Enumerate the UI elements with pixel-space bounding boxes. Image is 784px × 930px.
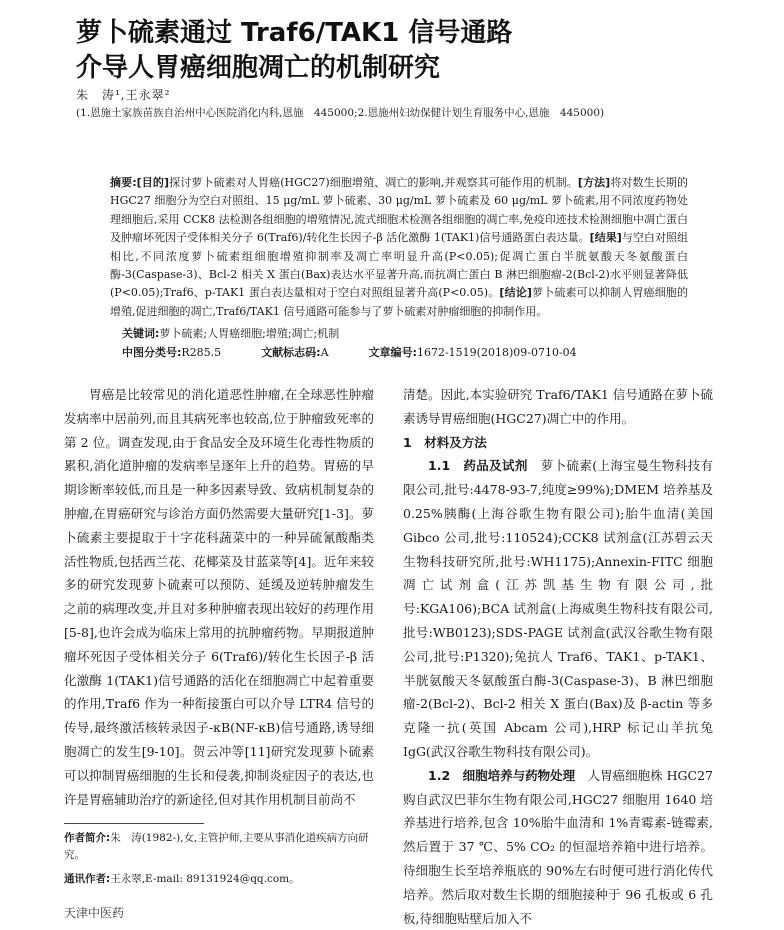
corresponding-label: 通讯作者: [64,873,111,885]
doc-code-field [261,345,328,361]
methods-label: [方法] [577,176,611,189]
article-no-field [369,345,577,361]
abstract-label: 摘要: [110,176,137,189]
article-title [76,16,512,86]
subsection-1-2-heading: 1.2 细胞培养与药物处理 [428,767,576,783]
conclusion-text: 萝卜硫素可以抑制人胃癌细胞的增殖,促进细胞的凋亡,Traf6/TAK1 信号通路可能参与了萝卜硫素对肿瘤细胞的抑制作用。 [110,286,689,318]
author-intro-label: 作者简介: [64,832,111,844]
footnote-divider [64,823,204,824]
subsection-1-2-text: 人胃癌细胞株 HGC27 购自武汉巴菲尔生物有限公司,HGC27 细胞用 1640 培养基进行培养,包含 10%胎牛血清和 1%青霉素-链霉素,然后置于 37 ℃、5% CO₂ 的恒湿培养箱中进行培养。待细胞生长至培养瓶底的 90%左右时便可进行消化传代培养。然后取对数生长期的细胞接种于 96 孔板或 6 孔板,待细胞贴壁后加入不 [403,767,714,926]
objective-text: 探讨萝卜硫素对人胃癌(HGC27)细胞增殖、凋亡的影响,并观察其可能作用的机制。 [169,176,578,189]
abstract [110,174,688,321]
clc-value: R285.5 [181,346,222,359]
author-list: 朱 涛¹,王永翠² [76,88,171,102]
doc-code-label: 文献标志码: [261,346,321,359]
methods-text: 将对数生长期的 HGC27 细胞分为空白对照组、15 μg/mL 萝卜硫素、30 μg/mL 萝卜硫素及 60 μg/mL 萝卜硫素,用不同浓度药物处理细胞后,采用 CCK8 法检测各组细胞的增殖情况,流式细胞术检测各组细胞的凋亡率,免疫印迹技术检测细胞中凋亡蛋白及肿瘤坏死因子受体相关分子 6(Traf6)/转化生长因子-β 活化激酶 1(TAK1)信号通路蛋白表达量。 [110,176,688,245]
clc-field [122,345,221,361]
subsection-1-1 [403,454,713,763]
conclusion-label: [结论] [499,286,532,300]
subsection-1-1-text: 萝卜硫素(上海宝曼生物科技有限公司,批号:4478-93-7,纯度≥99%);DMEM 培养基及 0.25%胰酶(上海谷歌生物有限公司);胎牛血清(美国 Gibco 公司,批号:110524);CCK8 试剂盒(江苏碧云天生物科技研究所,批号:WH1175);Annexin-FITC 细胞凋亡试剂盒(江苏凯基生物有限公司,批号:KGA106);BCA 试剂盒(上海威奥生物科技有限公司,批号:WB0123);SDS-PAGE 试剂盒(武汉谷歌生物有限公司,批号:P1320);兔抗人 Traf6、TAK1、p-TAK1、半胱氨酸天冬氨酸蛋白酶-3(Caspase-3)、B 淋巴细胞瘤-2(Bcl-2)、Bcl-2 相关 X 蛋白(Bax)及 β-actin 等多克隆一抗(英国 Abcam 公司),HRP 标记山羊抗兔 IgG(武汉谷歌生物科技有限公司)。 [403,458,713,759]
corresponding-text: 王永翠,E-mail: 89131924@qq.com。 [110,873,300,885]
results-text: 与空白对照组相比,不同浓度萝卜硫素组细胞增殖抑制率及凋亡率明显升高(P<0.05);促凋亡蛋白半胱氨酸天冬氨酸蛋白酶-3(Caspase-3)、Bcl-2 相关 X 蛋白(Bax)表达水平显著升高,而抗凋亡蛋白 B 淋巴细胞瘤-2(Bcl-2)水平则显著降低(P<0.05);Traf6、p-TAK1 蛋白表达量相对于空白对照组显著升高(P<0.05)。 [110,231,689,300]
article-no-value: 1672-1519(2018)09-0710-04 [416,346,577,359]
doc-code-value: A [320,346,329,359]
corresponding-author-footnote [64,871,384,888]
subsection-1-1-heading: 1.1 药品及试剂 [428,458,528,474]
affiliation: (1.恩施土家族苗族自治州中心医院消化内科,恩施 445000;2.恩施州妇幼保健计划生育服务中心,恩施 445000) [76,107,605,119]
title-line-1: 萝卜硫素通过 Traf6/TAK1 信号通路 [76,18,513,48]
title-line-2: 介导人胃癌细胞凋亡的机制研究 [76,53,441,83]
body-left-column [64,383,374,811]
intro-paragraph: 胃癌是比较常见的消化道恶性肿瘤,在全球恶性肿瘤发病率中居前列,而且其病死率也较高,位于肿瘤致死率的第 2 位。调查发现,由于食品安全及环境生化毒性物质的累积,消化道肿瘤的发病率呈逐年上升的趋势。胃癌的早期诊断率较低,而且是一种多因素导致、致病机制复杂的肿瘤,在胃癌研究与诊治方面仍然需要大量研究[1-3]。萝卜硫素主要提取于十字花科蔬菜中的一种异硫氰酸酯类活性物质,包括西兰花、花椰菜及甘蓝菜等[4]。近年来较多的研究发现萝卜硫素可以预防、延缓及逆转肿瘤发生之前的病理改变,并且对多种肿瘤表现出较好的药理作用[5-8],也许会成为临床上常用的抗肿瘤药物。早期报道肿瘤坏死因子受体相关分子 6(Traf6)/转化生长因子-β 活化激酶 1(TAK1)信号通路的活化在细胞凋亡中起着重要的作用,Traf6 作为一种衔接蛋白可以介导 LTR4 信号的传导,最终激活核转录因子-κB(NF-κB)信号通路,诱导细胞凋亡的发生[9-10]。贺云冲等[11]研究发现萝卜硫素可以抑制胃癌细胞的生长和侵袭,抑制炎症因子的表达,也许是胃癌辅助治疗的新途径,但对其作用机制目前尚不 [64,387,374,807]
objective-label: [目的] [136,176,170,189]
results-label: [结果] [589,231,622,245]
keywords: 萝卜硫素;人胃癌细胞;增殖;凋亡;机制 [159,327,340,340]
author-intro-text: 朱 涛(1982-),女,主管护师,主要从事消化道疾病方向研究。 [64,832,369,861]
classification-line [122,345,712,361]
keywords-label: 关键词: [122,327,160,340]
clc-label: 中图分类号: [122,346,182,359]
body-right-column [403,383,713,930]
keywords-line [122,326,712,342]
section-heading-materials: 1 材料及方法 [403,434,487,450]
author-intro-footnote [64,830,384,864]
subsection-1-2 [403,764,713,930]
intro-paragraph-end: 清楚。因此,本实验研究 Traf6/TAK1 信号通路在萝卜硫素诱导胃癌细胞(HGC27)凋亡中的作用。 [403,387,713,426]
article-no-label: 文章编号: [368,346,417,359]
journal-footer: 天津中医药 [64,906,125,920]
